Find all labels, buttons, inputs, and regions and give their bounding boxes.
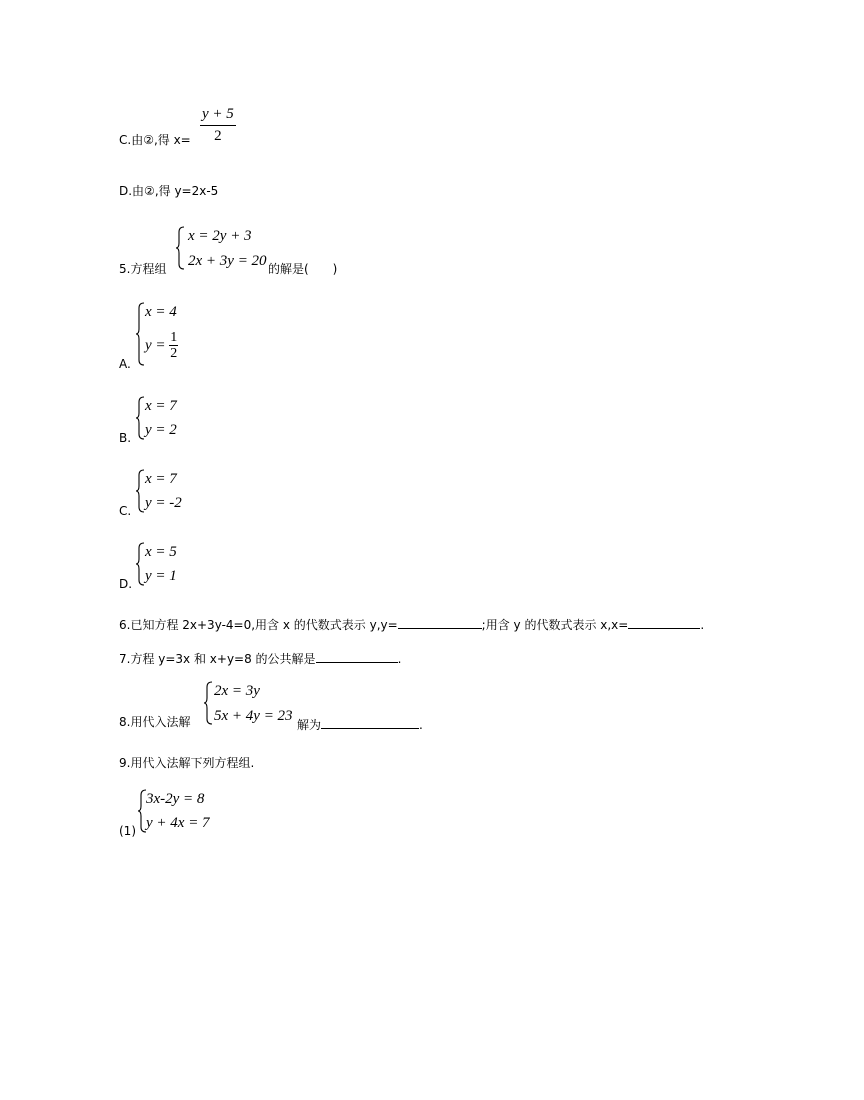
q9-equation-1: 3x-2y = 8	[146, 791, 205, 807]
q8-text-mid: 解为	[297, 718, 322, 732]
q7-line	[119, 650, 401, 665]
choice-c-system	[136, 469, 206, 515]
choice-d-equation-2: y = 1	[145, 568, 177, 584]
choice-a-equation-2	[145, 330, 178, 362]
q5-equation-1: x = 2y + 3	[188, 228, 252, 244]
q5-suffix: 的解是( )	[268, 262, 338, 276]
option-c-label: C.由②,得 x=	[119, 133, 191, 147]
choice-d-label: D.	[119, 577, 133, 591]
q5-prefix: 5.方程组	[119, 262, 167, 276]
q7-blank[interactable]	[316, 650, 398, 663]
choice-a-equation-1: x = 4	[145, 304, 177, 320]
fraction-denominator: 2	[170, 346, 178, 362]
choice-b-equation-2: y = 2	[145, 422, 177, 438]
choice-d-equation-1: x = 5	[145, 544, 177, 560]
choice-a-lhs: y =	[145, 337, 166, 354]
q9-item-label: (1)	[119, 824, 136, 838]
brace-icon	[204, 681, 214, 725]
q7-text-b: .	[397, 652, 402, 666]
q6-text-b: ;用含 y 的代数式表示 x,x=	[481, 618, 629, 632]
q8-tail	[297, 716, 423, 731]
q5-system	[176, 226, 276, 272]
option-d-label: D.由②,得 y=2x-5	[119, 184, 219, 198]
choice-a-system	[136, 302, 216, 368]
choice-c-label: C.	[119, 504, 132, 518]
choice-c-equation-1: x = 7	[145, 471, 177, 487]
q8-system	[204, 681, 304, 727]
choice-b-label: B.	[119, 431, 132, 445]
q6-text-c: .	[700, 618, 705, 632]
choice-b-system	[136, 396, 206, 442]
q7-text-a: 7.方程 y=3x 和 x+y=8 的公共解是	[119, 652, 316, 666]
fraction-numerator: 1	[170, 330, 178, 345]
q8-blank[interactable]	[321, 716, 419, 729]
q6-blank-y[interactable]	[398, 616, 482, 629]
q6-text-a: 6.已知方程 2x+3y-4=0,用含 x 的代数式表示 y,y=	[119, 618, 398, 632]
q9-system	[138, 789, 228, 835]
choice-d-system	[136, 542, 206, 588]
choice-a-label: A.	[119, 357, 131, 371]
choice-a-fraction	[169, 330, 178, 362]
q8-prefix: 8.用代入法解	[119, 715, 191, 729]
q8-equation-1: 2x = 3y	[214, 683, 260, 699]
q6-blank-x[interactable]	[628, 616, 700, 629]
brace-icon	[176, 226, 186, 270]
option-c-fraction	[200, 106, 236, 145]
q6-line	[119, 616, 704, 631]
q8-text-end: .	[419, 718, 423, 732]
q5-equation-2: 2x + 3y = 20	[188, 253, 267, 269]
choice-c-equation-2: y = -2	[145, 495, 182, 511]
choice-b-equation-1: x = 7	[145, 398, 177, 414]
q9-title: 9.用代入法解下列方程组.	[119, 756, 255, 770]
fraction-denominator: 2	[214, 128, 222, 144]
fraction-numerator: y + 5	[200, 106, 236, 126]
q8-equation-2: 5x + 4y = 23	[214, 708, 293, 724]
q9-equation-2: y + 4x = 7	[146, 815, 210, 831]
